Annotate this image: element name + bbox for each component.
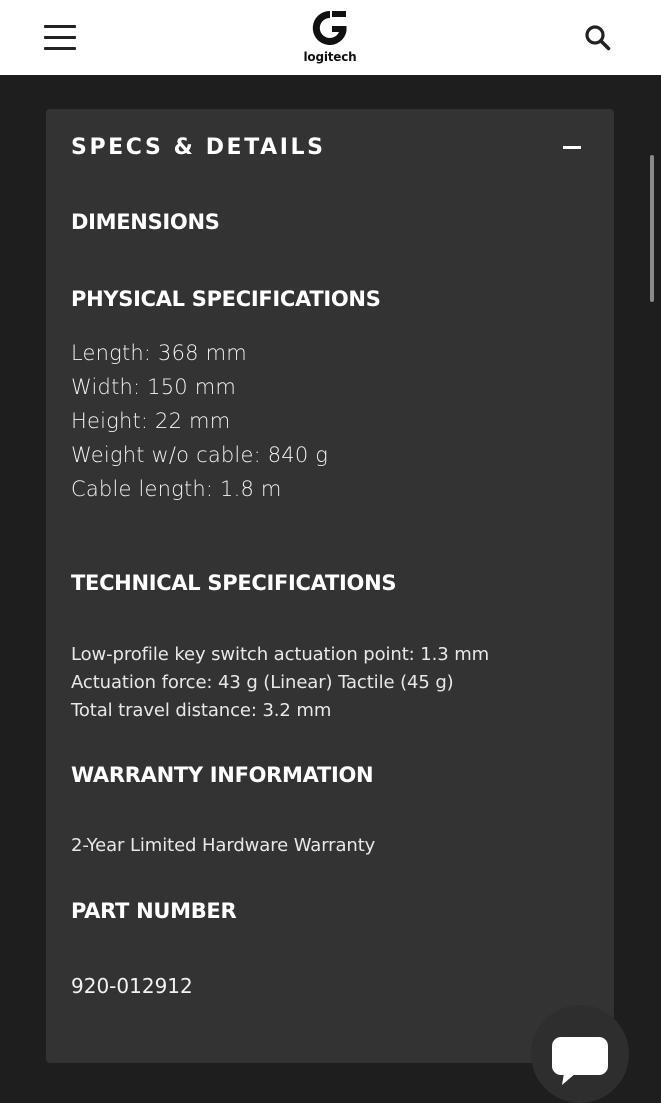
spec-actuation-point: Low-profile key switch actuation point: 1.3 mm — [71, 644, 490, 665]
chat-bubble-icon — [550, 1035, 610, 1085]
part-number-value: 920-012912 — [71, 974, 193, 998]
part-number-heading: PART NUMBER — [71, 899, 237, 923]
spec-travel-distance: Total travel distance: 3.2 mm — [71, 700, 332, 721]
dimensions-heading: DIMENSIONS — [71, 210, 220, 234]
brand-wordmark: logitech — [303, 50, 357, 64]
spec-actuation-force: Actuation force: 43 g (Linear) Tactile (45 g) — [71, 672, 454, 693]
chat-button[interactable] — [531, 1005, 629, 1103]
minus-icon[interactable] — [563, 146, 581, 149]
search-icon[interactable] — [584, 24, 612, 52]
spec-cable-length: Cable length: 1.8 m — [71, 477, 282, 501]
logitech-g-logo[interactable] — [300, 8, 360, 68]
physical-specs-list — [71, 336, 328, 506]
g-logo-icon — [310, 8, 350, 48]
page-scrollbar[interactable] — [650, 155, 654, 302]
spec-weight: Weight w/o cable: 840 g — [71, 443, 329, 467]
specs-details-panel — [46, 109, 614, 1063]
spec-height: Height: 22 mm — [71, 409, 231, 433]
top-navigation-bar — [0, 0, 661, 75]
warranty-heading: WARRANTY INFORMATION — [71, 763, 374, 787]
technical-specs-heading: TECHNICAL SPECIFICATIONS — [71, 571, 397, 595]
technical-specs-list — [71, 641, 489, 725]
specs-panel-header[interactable] — [71, 133, 589, 163]
spec-length: Length: 368 mm — [71, 341, 247, 365]
physical-specs-heading: PHYSICAL SPECIFICATIONS — [71, 287, 381, 311]
warranty-text: 2-Year Limited Hardware Warranty — [71, 835, 376, 856]
panel-title: SPECS & DETAILS — [71, 135, 326, 160]
spec-width: Width: 150 mm — [71, 375, 237, 399]
hamburger-menu-icon[interactable] — [44, 25, 76, 51]
